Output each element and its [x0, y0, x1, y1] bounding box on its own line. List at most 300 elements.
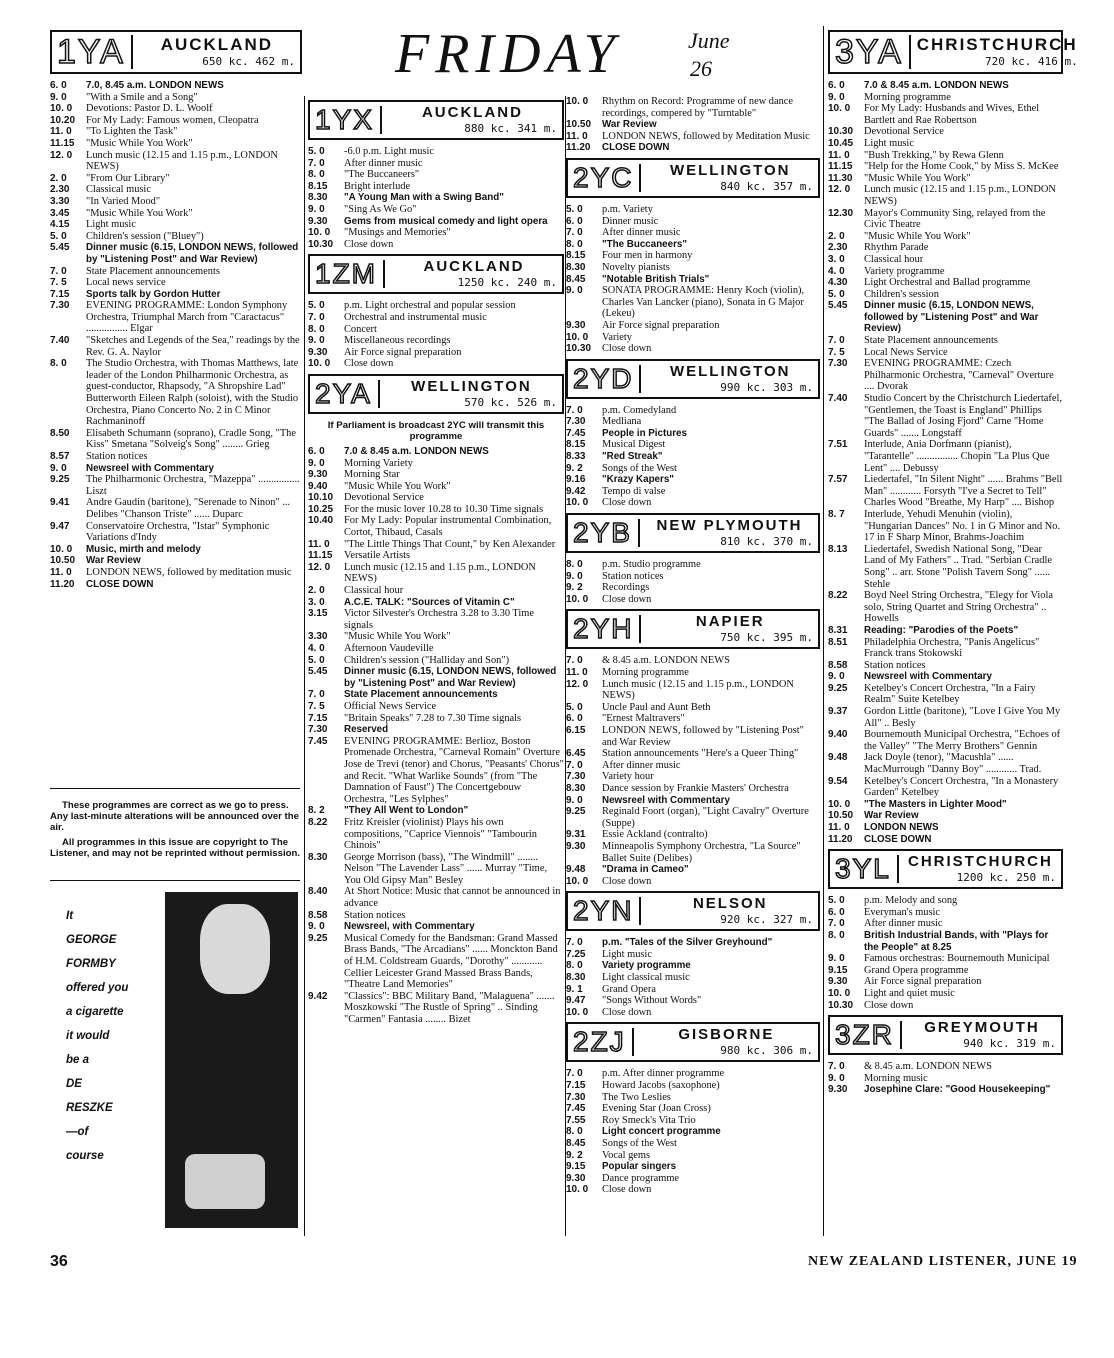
entry-programme: Mayor's Community Sing, relayed from the Civic Theatre	[864, 207, 1046, 231]
schedule-entry	[566, 960, 820, 972]
entry-time: 10. 0	[566, 875, 589, 887]
entry-time: 8.13	[828, 543, 848, 555]
entry-time: 7.57	[828, 474, 848, 486]
ad-line: a cigarette	[66, 1006, 124, 1018]
schedule-entry	[50, 266, 302, 278]
notice-paragraph: All programmes in this issue are copyright to The Listener, and may not be reprinted without permission.	[50, 837, 301, 859]
entry-programme: Elisabeth Schumann (soprano), Cradle Song, "The Kiss" Smetana "Solveig's Song" ........ Grieg	[86, 427, 296, 451]
schedule-entry	[566, 864, 820, 876]
entry-time: 8. 2	[308, 805, 325, 817]
schedule-entry	[566, 119, 820, 131]
ad-line: FORMBY	[66, 958, 116, 970]
station-header-3ya	[828, 30, 1078, 74]
entry-programme: Medliana	[602, 416, 642, 428]
entry-programme: Orchestral and instrumental music	[344, 311, 487, 323]
entry-programme: Grand Opera programme	[864, 964, 969, 976]
entry-programme: Children's session ("Halliday and Son")	[344, 654, 510, 666]
schedule-entry	[308, 358, 564, 370]
entry-programme: "Help for the Home Cook," by Miss S. McKee	[864, 161, 1059, 173]
ad-line: offered you	[66, 982, 129, 994]
advertisement-de-reszke	[50, 884, 298, 1228]
entry-programme: Close down	[864, 999, 914, 1011]
ad-text	[66, 904, 176, 1168]
entry-programme: Musical Digest	[602, 439, 666, 451]
entry-time: 9. 2	[566, 582, 583, 594]
entry-time: 4.15	[50, 219, 70, 231]
schedule-entry	[50, 358, 302, 428]
entry-time: 7.40	[828, 393, 848, 405]
entry-time: 8.33	[566, 451, 586, 463]
schedule-entry	[308, 481, 564, 493]
entry-time: 10. 0	[566, 1184, 589, 1196]
schedule-entry	[828, 799, 1063, 811]
entry-time: 5.45	[308, 666, 328, 678]
schedule-entry	[828, 242, 1063, 254]
station-frequency: 980 kc. 306 m.	[720, 1044, 813, 1058]
entry-time: 7.15	[308, 712, 328, 724]
entry-programme: Musical Comedy for the Bandsman: Grand Massed Brass Bands, "The Arcadians" ...... Monckton Band of H.M. Coldstream Guards, "Dorothy" ............ Cellier Leicester Grand Massed Brass Bands, "Theatre Land Memories"	[344, 932, 558, 991]
entry-time: 4. 0	[828, 265, 845, 277]
station-city: AUCKLAND	[423, 258, 525, 276]
station-callsign: 2YN	[573, 897, 641, 925]
schedule-entry	[308, 817, 564, 852]
entry-time: 7.15	[566, 1080, 586, 1092]
entry-programme: Popular singers	[602, 1161, 677, 1173]
entry-time: 4. 0	[308, 643, 325, 654]
entry-programme: Close down	[602, 875, 652, 887]
schedule-entry	[50, 115, 302, 127]
station-header-2yb	[566, 513, 820, 553]
entry-time: 10.30	[828, 999, 854, 1011]
ad-line: —of	[66, 1126, 89, 1138]
schedule-entry	[308, 227, 564, 239]
schedule-entry	[308, 585, 564, 597]
schedule-entry	[828, 266, 1063, 278]
schedule-entry	[828, 918, 1063, 930]
station-city: WELLINGTON	[411, 377, 532, 395]
entry-time: 6. 0	[566, 713, 583, 725]
station-header-3zr	[828, 1015, 1063, 1055]
entry-time: 8.22	[308, 816, 328, 828]
schedule-entry	[566, 1103, 820, 1115]
entry-time: 11. 0	[50, 126, 72, 138]
schedule-entry	[828, 976, 1063, 988]
entry-time: 8.45	[566, 273, 586, 285]
entry-time: 5. 0	[308, 146, 325, 157]
entry-programme: Conservatoire Orchestra, "Istar" Symphonic Variations d'Indy	[86, 520, 270, 544]
entry-time: 9. 0	[50, 462, 67, 474]
schedule-entry	[50, 92, 302, 104]
entry-programme: Morning Variety	[344, 457, 413, 469]
schedule-entry	[566, 474, 820, 486]
entry-programme: "The Little Things That Count," by Ken Alexander	[344, 538, 556, 550]
entry-time: 8.57	[50, 451, 70, 462]
schedule-entry	[308, 608, 564, 631]
station-callsign: 2YH	[573, 615, 641, 643]
entry-programme: "Music While You Work"	[864, 230, 971, 242]
schedule-entry	[308, 192, 564, 204]
entry-programme: Roy Smeck's Vita Trio	[602, 1114, 696, 1126]
entry-programme: War Review	[602, 119, 657, 131]
copyright-notice	[50, 800, 300, 863]
entry-programme: Four men in harmony	[602, 250, 693, 262]
schedule-entry	[828, 474, 1063, 509]
schedule-entry	[566, 1150, 820, 1162]
entry-time: 10. 0	[308, 358, 331, 370]
entry-time: 3.15	[308, 608, 328, 620]
entry-programme: Station notices	[344, 909, 406, 921]
entry-programme: Close down	[344, 238, 394, 250]
schedule-entry	[308, 805, 564, 817]
page-number: 36	[50, 1253, 68, 1270]
entry-programme: Station announcements "Here's a Queer Thing"	[602, 748, 799, 760]
column-2	[308, 96, 564, 1026]
schedule-entry	[566, 760, 820, 772]
entry-time: 8.30	[566, 972, 586, 984]
entry-programme: Dinner music (6.15, LONDON NEWS, followed by "Listening Post" and War Review)	[86, 242, 299, 265]
entry-time: 8. 0	[828, 929, 845, 941]
entry-programme: Gordon Little (baritone), "Love I Give You My All" .. Besly	[864, 706, 1061, 729]
schedule-entry	[50, 80, 302, 92]
schedule-entry	[828, 277, 1063, 289]
entry-time: 8. 0	[308, 169, 325, 181]
schedule-entry	[828, 161, 1063, 173]
entry-programme: State Placement announcements	[86, 265, 220, 277]
station-meta	[647, 163, 813, 193]
schedule-entry	[566, 829, 820, 841]
entry-programme: Station notices	[86, 451, 148, 462]
schedule-entry	[566, 582, 820, 594]
schedule-entry	[566, 405, 820, 417]
entry-programme: Josephine Clare: "Good Housekeeping"	[864, 1084, 1051, 1096]
entry-programme: "Musings and Memories"	[344, 227, 451, 239]
entry-programme: Interlude, Ania Dorfmann (pianist), "Tarantelle" ................ Chopin "La Plus Que Lent" .... Debussy	[864, 439, 1050, 474]
entry-programme: Studio Concert by the Christchurch Liedertafel, "Gentlemen, the Toast is England" Phillips "The Ballad of Josing Fjord" Carne "Home Guards" ....... Longstaff	[864, 393, 1062, 439]
schedule-entry	[566, 320, 820, 332]
schedule-entry	[566, 559, 820, 571]
station-header-2yh	[566, 609, 820, 649]
schedule-entry	[828, 706, 1063, 729]
entry-time: 11.15	[828, 161, 853, 173]
entry-programme: "Krazy Kapers"	[602, 474, 674, 486]
entry-programme: Liedertafel, Swedish National Song, "Dear Land of My Fathers" .. Trad. "Serbian Cradle Song" .. arr. Stone "Polish Tavern Song" ...... Stehle	[864, 543, 1052, 590]
entry-time: 10.25	[308, 503, 334, 515]
entry-programme: Liedertafel, "In Silent Night" ...... Brahms "Bell Man" ............ Forsyth "I've a Secret to Tell" Charles Wood "Breathe, My Harp" .... Bishop	[864, 474, 1063, 509]
entry-programme: CLOSE DOWN	[602, 142, 670, 154]
entry-time: 8. 0	[566, 559, 583, 571]
entry-programme: 7.0 & 8.45 a.m. LONDON NEWS	[344, 445, 489, 457]
schedule-entry	[50, 567, 302, 579]
station-city: WELLINGTON	[669, 161, 791, 179]
entry-programme: Light and quiet music	[864, 987, 955, 999]
entry-time: 7.45	[566, 427, 586, 439]
entry-time: 7.55	[566, 1114, 586, 1126]
entry-programme: "Red Streak"	[602, 451, 663, 463]
entry-programme: & 8.45 a.m. LONDON NEWS	[864, 1061, 992, 1073]
schedule-entry	[828, 1061, 1063, 1073]
entry-time: 11. 0	[828, 822, 850, 833]
schedule-entry	[566, 1092, 820, 1104]
entry-programme: War Review	[864, 810, 919, 822]
schedule-entry	[828, 729, 1063, 752]
schedule-entry	[566, 783, 820, 795]
entry-programme: -6.0 p.m. Light music	[344, 146, 435, 157]
station-header-1yx	[308, 100, 564, 140]
entry-time: 9.31	[566, 829, 586, 841]
schedule-entry	[566, 972, 820, 984]
schedule-entry	[828, 683, 1063, 706]
entry-programme: Lunch music (12.15 and 1.15 p.m., LONDON NEWS)	[344, 561, 536, 585]
entry-programme: Light concert programme	[602, 1126, 721, 1138]
date-day: 26	[690, 56, 712, 81]
schedule-entry	[566, 451, 820, 463]
entry-programme: Everyman's music	[864, 906, 941, 918]
entry-time: 8.50	[50, 427, 70, 439]
entry-time: 11. 0	[566, 667, 588, 678]
entry-time: 9.25	[308, 932, 328, 944]
entry-time: 7. 0	[566, 404, 583, 416]
schedule-entry	[566, 439, 820, 451]
entry-programme: Interlude, Yehudi Menuhin (violin), "Hungarian Dances" No. 1 in G Minor and No. 17 in F Sharp Minor, Brahms-Joachim	[864, 508, 1061, 544]
station-frequency: 1200 kc. 250 m.	[956, 871, 1056, 885]
entry-programme: Vocal gems	[602, 1149, 650, 1161]
entry-programme: "Sing As We Go"	[344, 203, 417, 215]
entry-time: 10. 0	[566, 497, 589, 509]
station-header-1zm	[308, 254, 564, 294]
station-header-2yc	[566, 158, 820, 198]
schedule-entry	[828, 953, 1063, 965]
station-header-2zj	[566, 1022, 820, 1062]
entry-time: 7. 0	[566, 759, 583, 771]
entry-time: 12. 0	[828, 184, 851, 196]
schedule-entry	[828, 358, 1063, 393]
entry-programme: p.m. "Tales of the Silver Greyhound"	[602, 937, 773, 949]
schedule-entry	[566, 937, 820, 949]
ad-line: GEORGE	[66, 934, 117, 946]
schedule-entry	[308, 515, 564, 538]
schedule-entry	[566, 876, 820, 888]
entry-programme: Newsreel with Commentary	[86, 462, 214, 474]
schedule-entry	[308, 666, 564, 689]
entry-programme: EVENING PROGRAMME: Berlioz, Boston Promenade Orchestra, "Carneval Romain" Overture Jose de Trevi (tenor) and Chorus, "Peasants' Chorus" and Recit. "What Warlike Sounds" (from "The Damnation of Faust") The Concertgebouw Orchestra, "Les Sylphes"	[344, 735, 564, 805]
entry-time: 9. 0	[50, 91, 67, 103]
schedule-entry	[50, 579, 302, 591]
section-rule	[50, 880, 300, 881]
entry-time: 9. 1	[566, 983, 583, 995]
schedule-entry	[308, 469, 564, 481]
entry-programme: Local news service	[86, 277, 166, 289]
entry-programme: LONDON NEWS, followed by meditation music	[86, 566, 292, 578]
schedule-entry	[50, 521, 302, 544]
entry-time: 6. 0	[566, 215, 583, 227]
schedule-entry	[566, 463, 820, 475]
entry-time: 8.58	[828, 659, 848, 671]
entry-programme: "To Lighten the Task"	[86, 126, 178, 138]
schedule-entry	[828, 637, 1063, 660]
schedule-entry	[828, 173, 1063, 185]
station-city: WELLINGTON	[669, 362, 791, 380]
schedule-entry	[828, 184, 1063, 207]
station-frequency: 990 kc. 303 m.	[720, 380, 813, 394]
schedule-entry	[566, 274, 820, 286]
entry-time: 8.30	[566, 782, 586, 794]
entry-programme: Sports talk by Gordon Hutter	[86, 288, 221, 300]
schedule-entry	[50, 196, 302, 208]
entry-time: 3.30	[50, 195, 70, 207]
entry-programme: Novelty pianists	[602, 261, 670, 273]
entry-programme: "Notable British Trials"	[602, 273, 710, 285]
entry-programme: Bournemouth Municipal Orchestra, "Echoes of the Valley" "The Merry Brothers" Gennin	[864, 729, 1061, 752]
entry-time: 9. 0	[308, 203, 325, 215]
entry-programme: "Music While You Work"	[86, 137, 193, 149]
schedule-entry	[828, 254, 1063, 266]
schedule-entry	[828, 752, 1063, 775]
schedule-entry	[566, 702, 820, 714]
entry-programme: Howard Jacobs (saxophone)	[602, 1080, 720, 1092]
entry-time: 8.31	[828, 624, 848, 636]
entry-programme: Dance session by Frankie Masters' Orchestra	[602, 782, 789, 794]
entry-time: 7. 5	[828, 346, 845, 358]
entry-programme: At Short Notice: Music that cannot be announced in advance	[344, 886, 561, 910]
entry-time: 9.30	[828, 976, 848, 988]
entry-programme: Devotions: Pastor D. L. Woolf	[86, 103, 213, 115]
schedule-entry	[308, 158, 564, 170]
entry-time: 9.25	[566, 806, 586, 818]
entry-time: 7. 0	[566, 655, 583, 667]
entry-programme: After dinner music	[344, 157, 423, 169]
entry-time: 9. 0	[566, 570, 583, 582]
schedule-entry	[828, 439, 1063, 474]
entry-programme: British Industrial Bands, with "Plays for the People" at 8.25	[864, 929, 1049, 953]
entry-time: 9.40	[308, 480, 328, 492]
schedule-entry	[50, 451, 302, 463]
schedule-entry	[50, 474, 302, 497]
entry-programme: A.C.E. TALK: "Sources of Vitamin C"	[344, 596, 515, 608]
entry-programme: Official News Service	[344, 700, 437, 712]
station-frequency: 810 kc. 370 m.	[720, 535, 813, 549]
entry-programme: Close down	[602, 593, 652, 605]
schedule-entry	[828, 776, 1063, 799]
schedule-entry	[828, 930, 1063, 953]
entry-programme: George Morrison (bass), "The Windmill" ........ Nelson "The Lavender Lass" ...... Murray "Time, You Old Gipsy Man" Besley	[344, 851, 548, 886]
schedule-entry	[308, 562, 564, 585]
entry-programme: LONDON NEWS	[864, 822, 939, 833]
schedule-entry	[828, 138, 1063, 150]
entry-time: 7.30	[566, 771, 586, 783]
entry-programme: Devotional Service	[344, 492, 424, 504]
schedule-entry	[566, 748, 820, 760]
entry-time: 7. 0	[308, 157, 325, 169]
schedule-entry	[308, 991, 564, 1026]
entry-programme: After dinner music	[602, 759, 681, 771]
entry-time: 5. 0	[308, 300, 325, 312]
schedule-entry	[50, 126, 302, 138]
entry-programme: People in Pictures	[602, 427, 687, 439]
entry-time: 11. 0	[308, 538, 330, 550]
entry-programme: Light Orchestral and Ballad programme	[864, 277, 1031, 289]
entry-programme: "From Our Library"	[86, 172, 170, 184]
schedule-entry	[828, 895, 1063, 907]
ad-line: RESZKE	[66, 1102, 113, 1114]
entry-programme: Andre Gaudin (baritone), "Serenade to Ninon" ... Delibes "Chanson Triste" ...... Duparc	[86, 497, 291, 520]
schedule-entry	[566, 1007, 820, 1019]
entry-programme: p.m. Comedyland	[602, 404, 677, 416]
schedule-entry	[308, 492, 564, 504]
entry-time: 10.30	[308, 238, 334, 250]
entry-programme: Lunch music (12.15 and 1.15 p.m., LONDON NEWS)	[602, 678, 794, 702]
entry-time: 5. 0	[50, 230, 67, 242]
entry-programme: Grand Opera	[602, 983, 656, 995]
entry-programme: Songs of the West	[602, 1138, 677, 1149]
schedule-entry	[828, 907, 1063, 919]
schedule-entry	[828, 625, 1063, 637]
entry-programme: Rhythm on Record: Programme of new dance recordings, compered by "Turntable"	[602, 96, 794, 119]
entry-time: 12. 0	[566, 678, 589, 690]
schedule-entry	[828, 988, 1063, 1000]
entry-time: 9. 0	[308, 921, 325, 933]
schedule-entry	[566, 343, 820, 355]
entry-programme: EVENING PROGRAMME: Czech Philharmonic Orchestra, "Carneval" Overture .... Dvorak	[864, 358, 1054, 393]
entry-programme: Classical hour	[864, 253, 924, 265]
entry-time: 6. 0	[50, 80, 67, 91]
schedule-entry	[566, 262, 820, 274]
entry-time: 7. 0	[828, 335, 845, 347]
schedule-entry	[828, 289, 1063, 301]
entry-programme: Dinner music	[602, 215, 659, 227]
entry-time: 12. 0	[50, 149, 73, 161]
schedule-entry	[50, 277, 302, 289]
entry-programme: 7.0, 8.45 a.m. LONDON NEWS	[86, 80, 224, 91]
entry-time: 9.37	[828, 706, 848, 718]
entry-programme: After dinner music	[864, 918, 943, 930]
station-meta	[386, 379, 557, 409]
schedule-entry	[308, 312, 564, 324]
schedule-entry	[828, 231, 1063, 243]
schedule-entry	[828, 335, 1063, 347]
schedule-entry	[828, 103, 1063, 126]
entry-time: 7. 5	[308, 700, 325, 712]
entry-programme: Morning programme	[602, 667, 689, 678]
station-meta	[646, 518, 813, 548]
entry-time: 8.30	[308, 851, 328, 863]
schedule-entry	[566, 679, 820, 702]
entry-time: 10. 0	[828, 798, 851, 810]
entry-time: 10. 0	[566, 1006, 589, 1018]
entry-time: 9.16	[566, 474, 586, 486]
schedule-entry	[308, 597, 564, 609]
schedule-entry	[308, 736, 564, 806]
station-callsign: 1ZM	[315, 260, 385, 288]
schedule-entry	[308, 550, 564, 562]
station-frequency: 720 kc. 416 m.	[984, 55, 1078, 68]
schedule-entry	[828, 810, 1063, 822]
schedule-entry	[308, 886, 564, 909]
entry-programme: Classical hour	[344, 585, 404, 597]
schedule-entry	[308, 239, 564, 251]
entry-time: 4.30	[828, 277, 848, 289]
entry-time: 2.30	[50, 184, 70, 196]
entry-time: 9.47	[50, 520, 70, 532]
entry-programme: p.m. Melody and song	[864, 895, 958, 907]
entry-time: 8.15	[566, 250, 586, 262]
entry-programme: Dinner music (6.15, LONDON NEWS, followed by "Listening Post" and War Review)	[344, 666, 557, 689]
schedule-entry	[308, 216, 564, 228]
entry-programme: For My Lady: Popular instrumental Combination, Cortot, Thibaud, Casals	[344, 515, 552, 539]
schedule-entry	[50, 428, 302, 451]
ad-line: It	[66, 910, 74, 922]
entry-programme: "A Young Man with a Swing Band"	[344, 192, 504, 204]
schedule-entry	[566, 725, 820, 748]
